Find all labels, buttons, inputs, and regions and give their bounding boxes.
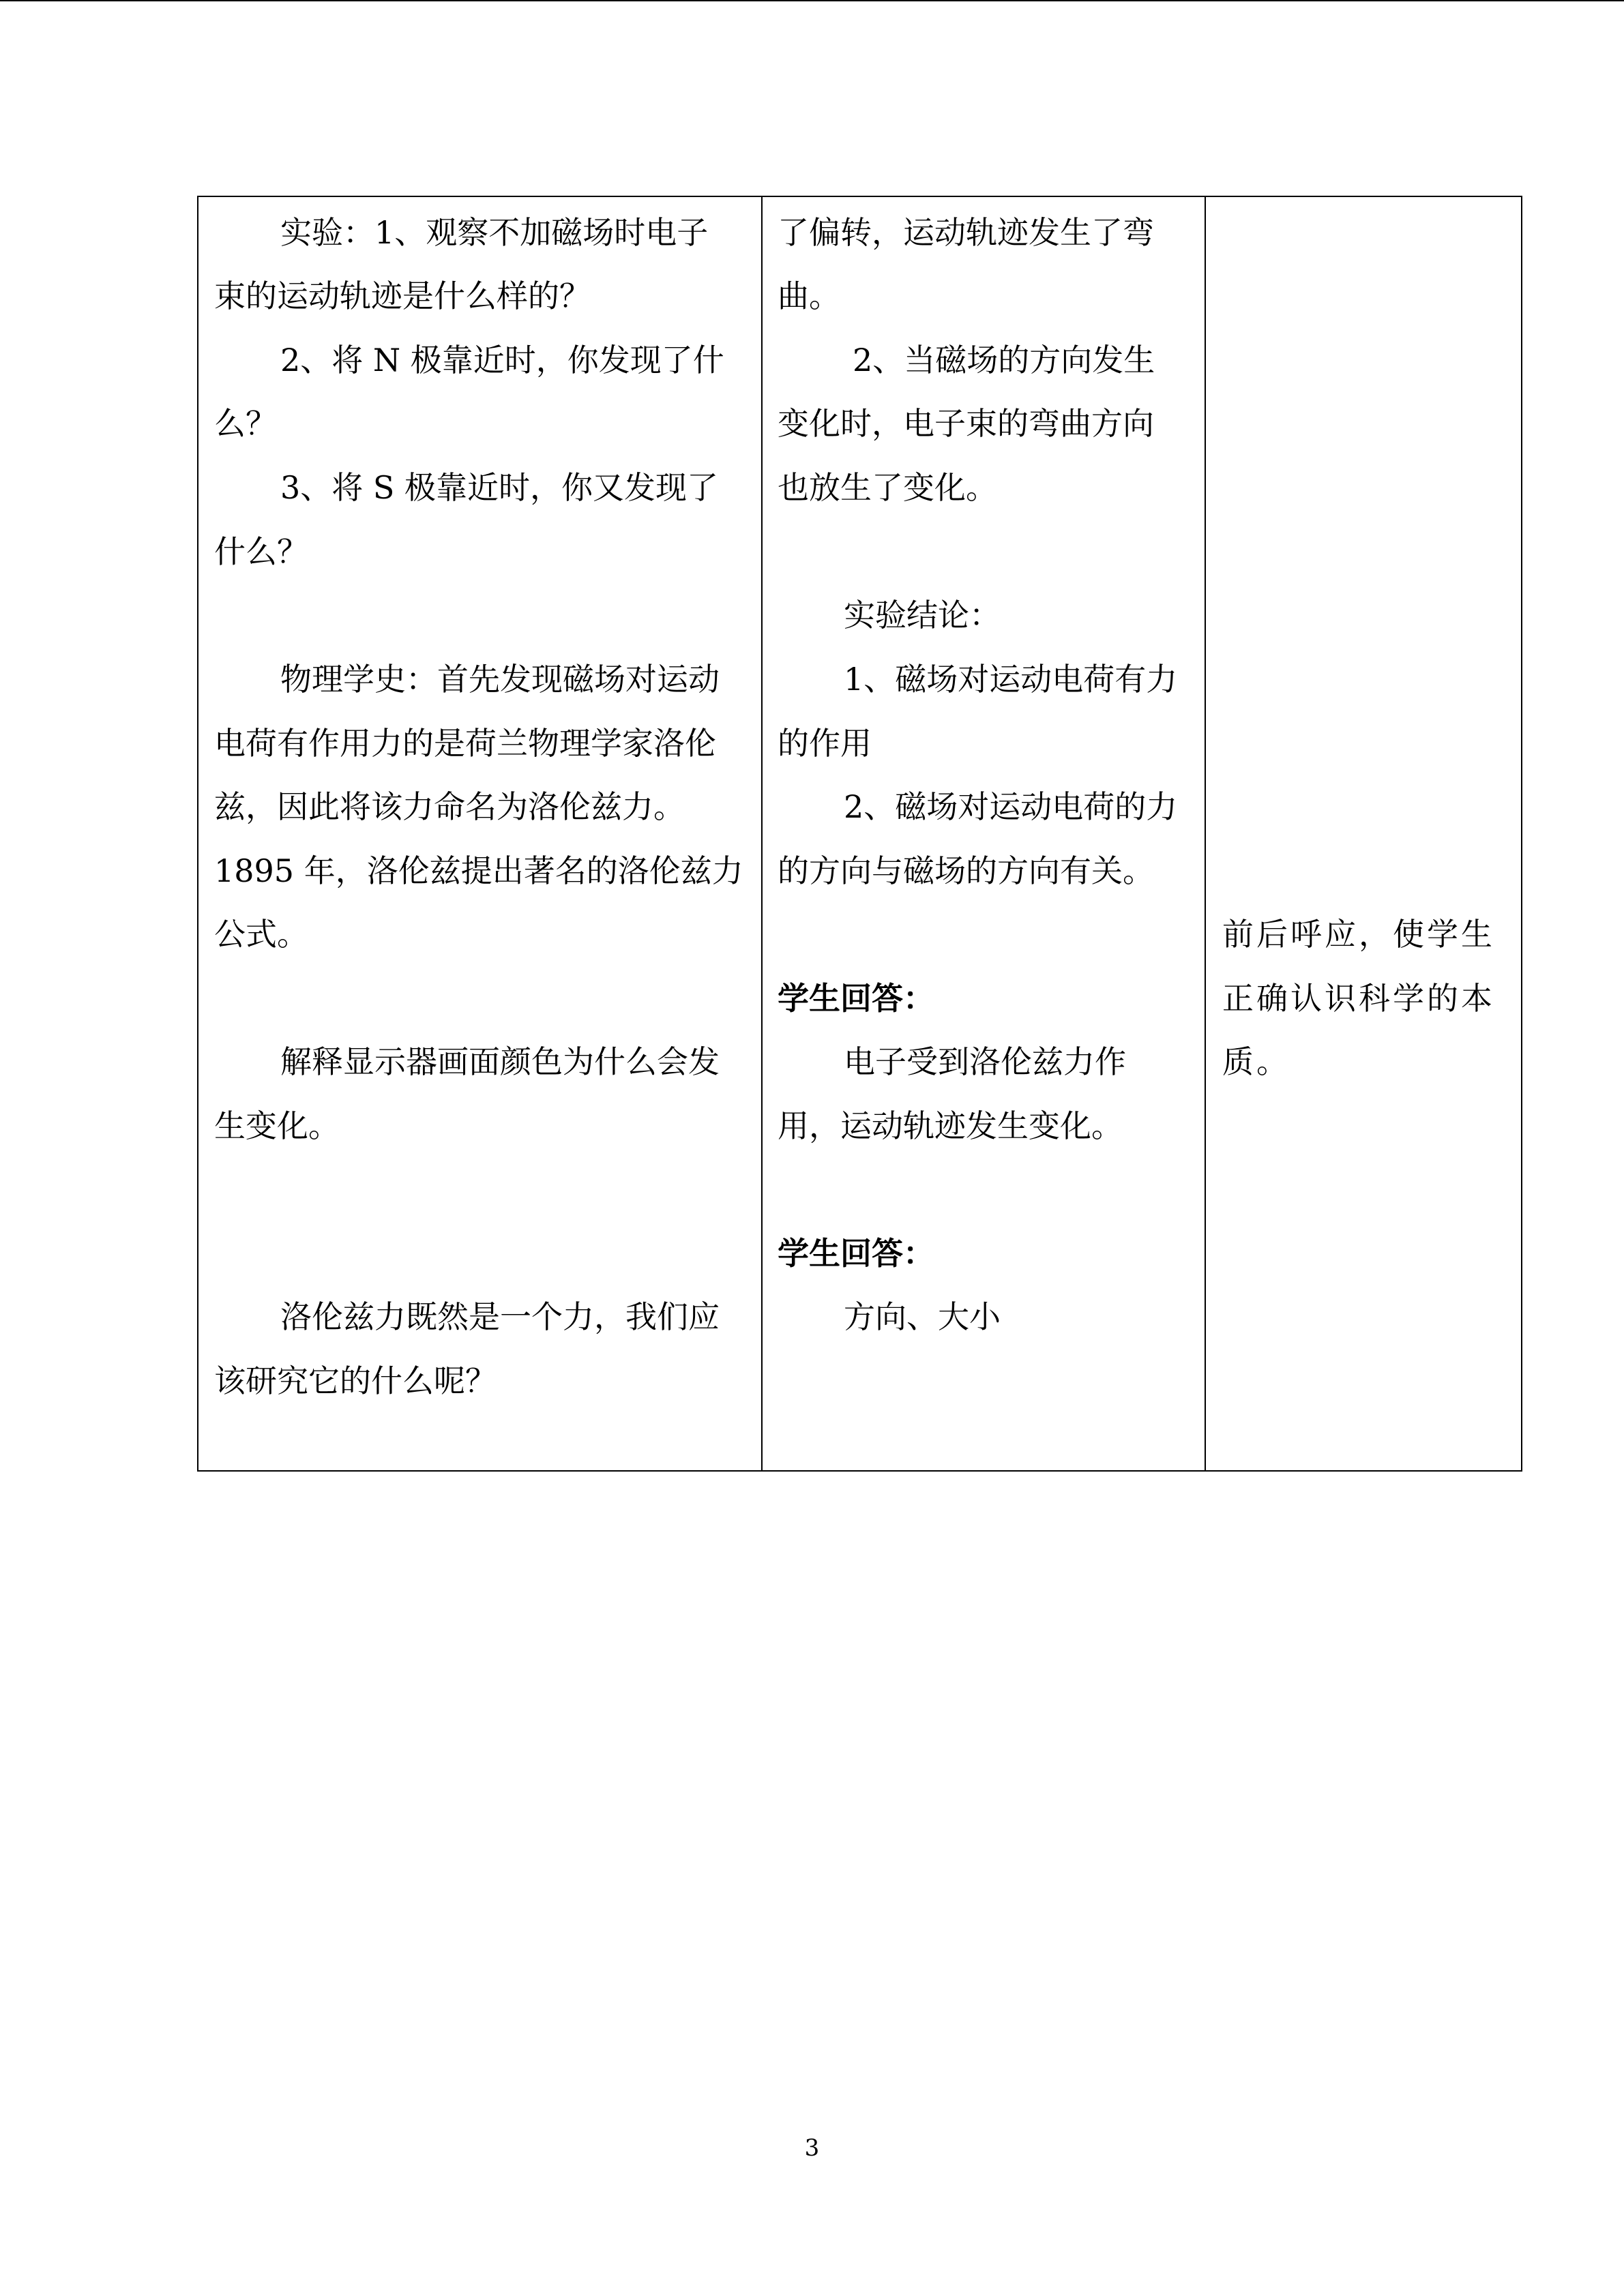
text-line: 电荷有作用力的是荷兰物理学家洛伦 xyxy=(214,725,716,762)
text-line: 电子受到洛伦兹力作 xyxy=(844,1043,1126,1080)
page-top-border xyxy=(0,0,1624,1)
text-line: 2、将 N 极靠近时，你发现了什 xyxy=(280,342,724,378)
text-line: 2、磁场对运动电荷的力 xyxy=(844,788,1178,825)
student-answer-heading: 学生回答： xyxy=(778,1235,934,1272)
page-number: 3 xyxy=(804,2134,820,2162)
text-line: 1、磁场对运动电荷有力 xyxy=(844,661,1178,698)
text-line: 生变化。 xyxy=(214,1107,340,1144)
text-line: 方向、大小 xyxy=(844,1298,1001,1335)
text-line: 该研究它的什么呢？ xyxy=(214,1362,497,1399)
lesson-table xyxy=(197,196,1522,1472)
text-line: 3、将 S 极靠近时，你又发现了 xyxy=(280,469,719,506)
text-line: 变化时，电子束的弯曲方向 xyxy=(778,405,1154,442)
text-line: 曲。 xyxy=(778,278,840,314)
text-line: 也放生了变化。 xyxy=(778,469,997,506)
text-line: 兹，因此将该力命名为洛伦兹力。 xyxy=(214,788,685,825)
text-line: 的方向与磁场的方向有关。 xyxy=(778,852,1154,889)
text-line: 解释显示器画面颜色为什么会发 xyxy=(280,1043,720,1080)
text-line: 么？ xyxy=(214,405,277,442)
student-activity-column xyxy=(763,197,1206,1470)
student-answer-heading: 学生回答： xyxy=(778,980,934,1017)
text-line: 什么？ xyxy=(214,533,308,570)
text-line: 2、当磁场的方向发生 xyxy=(853,342,1155,378)
teacher-activity-column xyxy=(198,197,763,1470)
text-line: 质。 xyxy=(1222,1043,1290,1080)
section-heading: 实验结论： xyxy=(844,597,1001,633)
text-line: 的作用 xyxy=(778,725,872,762)
text-line: 1895 年，洛伦兹提出著名的洛伦兹力 xyxy=(214,852,743,889)
text-line: 了偏转，运动轨迹发生了弯 xyxy=(778,214,1154,251)
text-line: 实验：1、观察不加磁场时电子 xyxy=(280,214,709,251)
text-line: 前后呼应，使学生 xyxy=(1222,916,1495,953)
text-line: 洛伦兹力既然是一个力，我们应 xyxy=(280,1298,720,1335)
text-line: 公式。 xyxy=(214,916,308,953)
text-line: 用，运动轨迹发生变化。 xyxy=(778,1107,1123,1144)
design-intent-column xyxy=(1206,197,1524,1470)
text-line: 正确认识科学的本 xyxy=(1222,980,1495,1017)
text-line: 物理学史：首先发现磁场对运动 xyxy=(280,661,720,698)
text-line: 束的运动轨迹是什么样的？ xyxy=(214,278,591,314)
